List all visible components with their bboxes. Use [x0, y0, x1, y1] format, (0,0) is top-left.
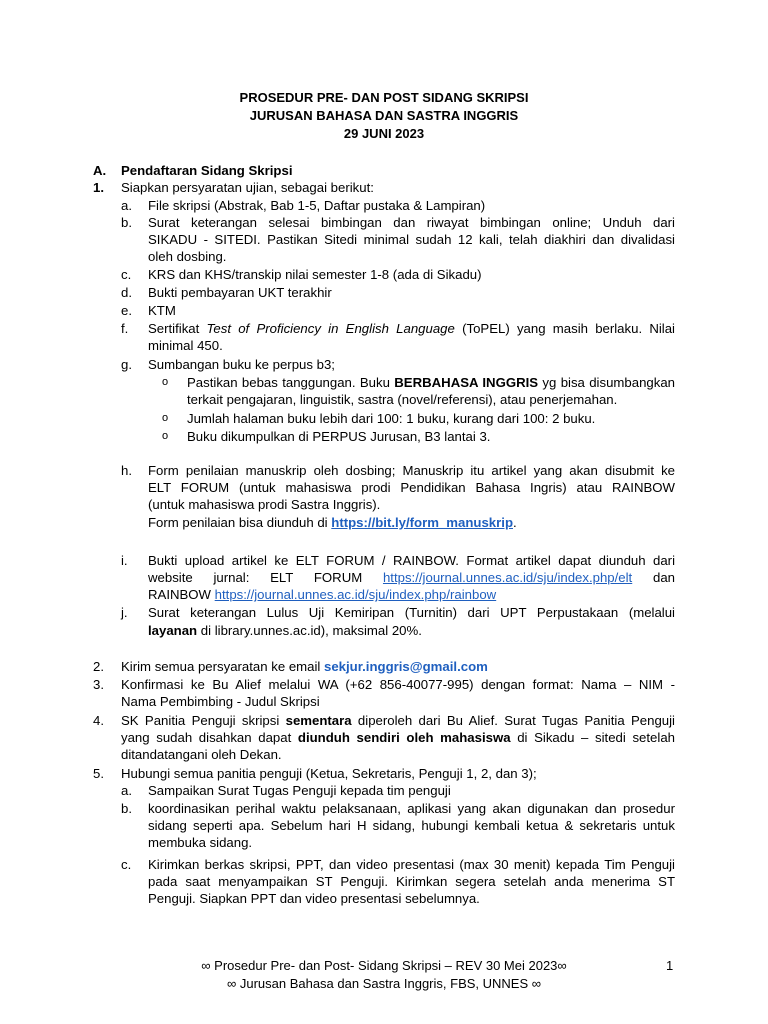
sub-item-text: Bukti pembayaran UKT terakhir	[148, 285, 332, 300]
item-number: 4.	[93, 713, 104, 728]
sub-item-text: pada saat menyampaikan ST Penguji. Kirimkan segera setelah anda menerima ST	[148, 874, 675, 889]
sub-item-text: ELT FORUM (untuk mahasiswa prodi Pendidikan Bahasa Ingris) atau RAINBOW	[148, 480, 675, 495]
bullet-icon: o	[162, 412, 169, 424]
item-text: ditandatangani oleh Dekan.	[121, 747, 282, 762]
bullet-text: Buku dikumpulkan di PERPUS Jurusan, B3 lantai 3.	[187, 429, 491, 444]
sub-marker: c.	[121, 857, 132, 872]
sub-marker: j.	[121, 605, 128, 620]
page-number: 1	[666, 958, 674, 973]
elt-forum-link[interactable]: https://journal.unnes.ac.id/sju/index.php/elt	[382, 570, 633, 585]
item-text: SK Panitia Penguji skripsi sementara diperoleh dari Bu Alief. Surat Tugas Panitia Penguji	[121, 713, 675, 728]
bullet-icon: o	[162, 376, 169, 388]
sub-item-text: layanan di library.unnes.ac.id), maksimal 20%.	[148, 623, 422, 638]
sub-marker: b.	[121, 801, 132, 816]
doc-subtitle: JURUSAN BAHASA DAN SASTRA INGGRIS	[249, 108, 519, 123]
sub-item-text: Surat keterangan selesai bimbingan dan riwayat bimbingan online; Unduh dari	[148, 215, 675, 230]
item-text: Kirim semua persyaratan ke email sekjur.inggris@gmail.com	[121, 659, 488, 674]
bullet-text: Jumlah halaman buku lebih dari 100: 1 buku, kurang dari 100: 2 buku.	[187, 411, 596, 426]
rainbow-link[interactable]: https://journal.unnes.ac.id/sju/index.php/rainbow	[214, 587, 497, 602]
sub-item-text: minimal 450.	[148, 338, 223, 353]
item-number: 3.	[93, 677, 104, 692]
sub-item-text: sidang seperti apa. Sebelum hari H sidang, hubungi kembali ketua & sekretaris untuk	[148, 818, 675, 833]
footer-line: ∞ Prosedur Pre- dan Post- Sidang Skripsi – REV 30 Mei 2023∞	[201, 958, 567, 973]
item-text: yang sudah disahkan dapat diunduh sendiri oleh mahasiswa di Sikadu – sitedi setelah	[121, 730, 675, 745]
sub-marker: a.	[121, 783, 132, 798]
sub-marker: b.	[121, 215, 132, 230]
item-text: Nama Pembimbing - Judul Skripsi	[121, 694, 320, 709]
sub-marker: e.	[121, 303, 132, 318]
sub-item-text: Sampaikan Surat Tugas Penguji kepada tim penguji	[148, 783, 451, 798]
sub-marker: a.	[121, 198, 132, 213]
sub-item-text: KRS dan KHS/transkip nilai semester 1-8 (ada di Sikadu)	[148, 267, 482, 282]
doc-date: 29 JUNI 2023	[343, 126, 425, 141]
item-text: Konfirmasi ke Bu Alief melalui WA (+62 856-40077-995) dengan format: Nama – NIM -	[121, 677, 675, 692]
sub-item-text: Penguji. Siapkan PPT dan video presentasi sebelumnya.	[148, 891, 480, 906]
manuskrip-form-link[interactable]: https://bit.ly/form_manuskrip	[331, 515, 513, 530]
email-link[interactable]: sekjur.inggris@gmail.com	[324, 659, 488, 674]
sub-marker: f.	[121, 321, 129, 336]
footer-line: ∞ Jurusan Bahasa dan Sastra Inggris, FBS, UNNES ∞	[226, 976, 542, 991]
sub-marker: i.	[121, 553, 128, 568]
sub-item-text: Sumbangan buku ke perpus b3;	[148, 357, 335, 372]
sub-item-text: RAINBOW https://journal.unnes.ac.id/sju/index.php/rainbow	[148, 587, 497, 602]
sub-item-text: oleh dosbing.	[148, 249, 227, 264]
sub-item-text: Bukti upload artikel ke ELT FORUM / RAINBOW. Format artikel dapat diunduh dari	[148, 553, 675, 568]
section-marker: A.	[93, 163, 107, 178]
sub-item-text: SIKADU - SITEDI. Pastikan Sitedi minimal sudah 12 kali, telah diakhiri dan divalidasi	[148, 232, 675, 247]
bullet-text: terkait pengajaran, linguistik, sastra (novel/referensi), atau penerjemahan.	[187, 392, 618, 407]
item-text: Hubungi semua panitia penguji (Ketua, Sekretaris, Penguji 1, 2, dan 3);	[121, 766, 537, 781]
sub-item-text: Form penilaian bisa diunduh di https://bit.ly/form_manuskrip.	[148, 515, 517, 530]
sub-item-text: File skripsi (Abstrak, Bab 1-5, Daftar pustaka & Lampiran)	[148, 198, 486, 213]
section-title: Pendaftaran Sidang Skripsi	[121, 163, 293, 178]
sub-marker: c.	[121, 267, 132, 282]
sub-item-text: website jurnal: ELT FORUM https://journal.unnes.ac.id/sju/index.php/elt dan	[148, 570, 675, 585]
sub-item-text: Form penilaian manuskrip oleh dosbing; Manuskrip itu artikel yang akan disubmit ke	[148, 463, 675, 478]
sub-item-text: Sertifikat Test of Proficiency in English Language (ToPEL) yang masih berlaku. Nilai	[148, 321, 675, 336]
sub-item-text: Kirimkan berkas skripsi, PPT, dan video presentasi (max 30 menit) kepada Tim Penguji	[148, 857, 675, 872]
sub-item-text: KTM	[148, 303, 176, 318]
item-number: 1.	[93, 180, 104, 195]
bullet-icon: o	[162, 430, 169, 442]
item-number: 2.	[93, 659, 104, 674]
item-number: 5.	[93, 766, 104, 781]
sub-marker: g.	[121, 357, 132, 372]
item-text: Siapkan persyaratan ujian, sebagai berikut:	[121, 180, 374, 195]
sub-marker: d.	[121, 285, 132, 300]
sub-marker: h.	[121, 463, 132, 478]
sub-item-text: (untuk mahasiswa prodi Sastra Inggris).	[148, 497, 381, 512]
sub-item-text: koordinasikan perihal waktu pelaksanaan, aplikasi yang akan digunakan dan prosedur	[148, 801, 675, 816]
sub-item-text: Surat keterangan Lulus Uji Kemiripan (Turnitin) dari UPT Perpustakaan (melalui	[148, 605, 675, 620]
sub-item-text: membuka sidang.	[148, 835, 253, 850]
doc-title: PROSEDUR PRE- DAN POST SIDANG SKRIPSI	[239, 90, 529, 105]
bullet-text: Pastikan bebas tanggungan. Buku BERBAHASA INGGRIS yg bisa disumbangkan	[187, 375, 675, 390]
